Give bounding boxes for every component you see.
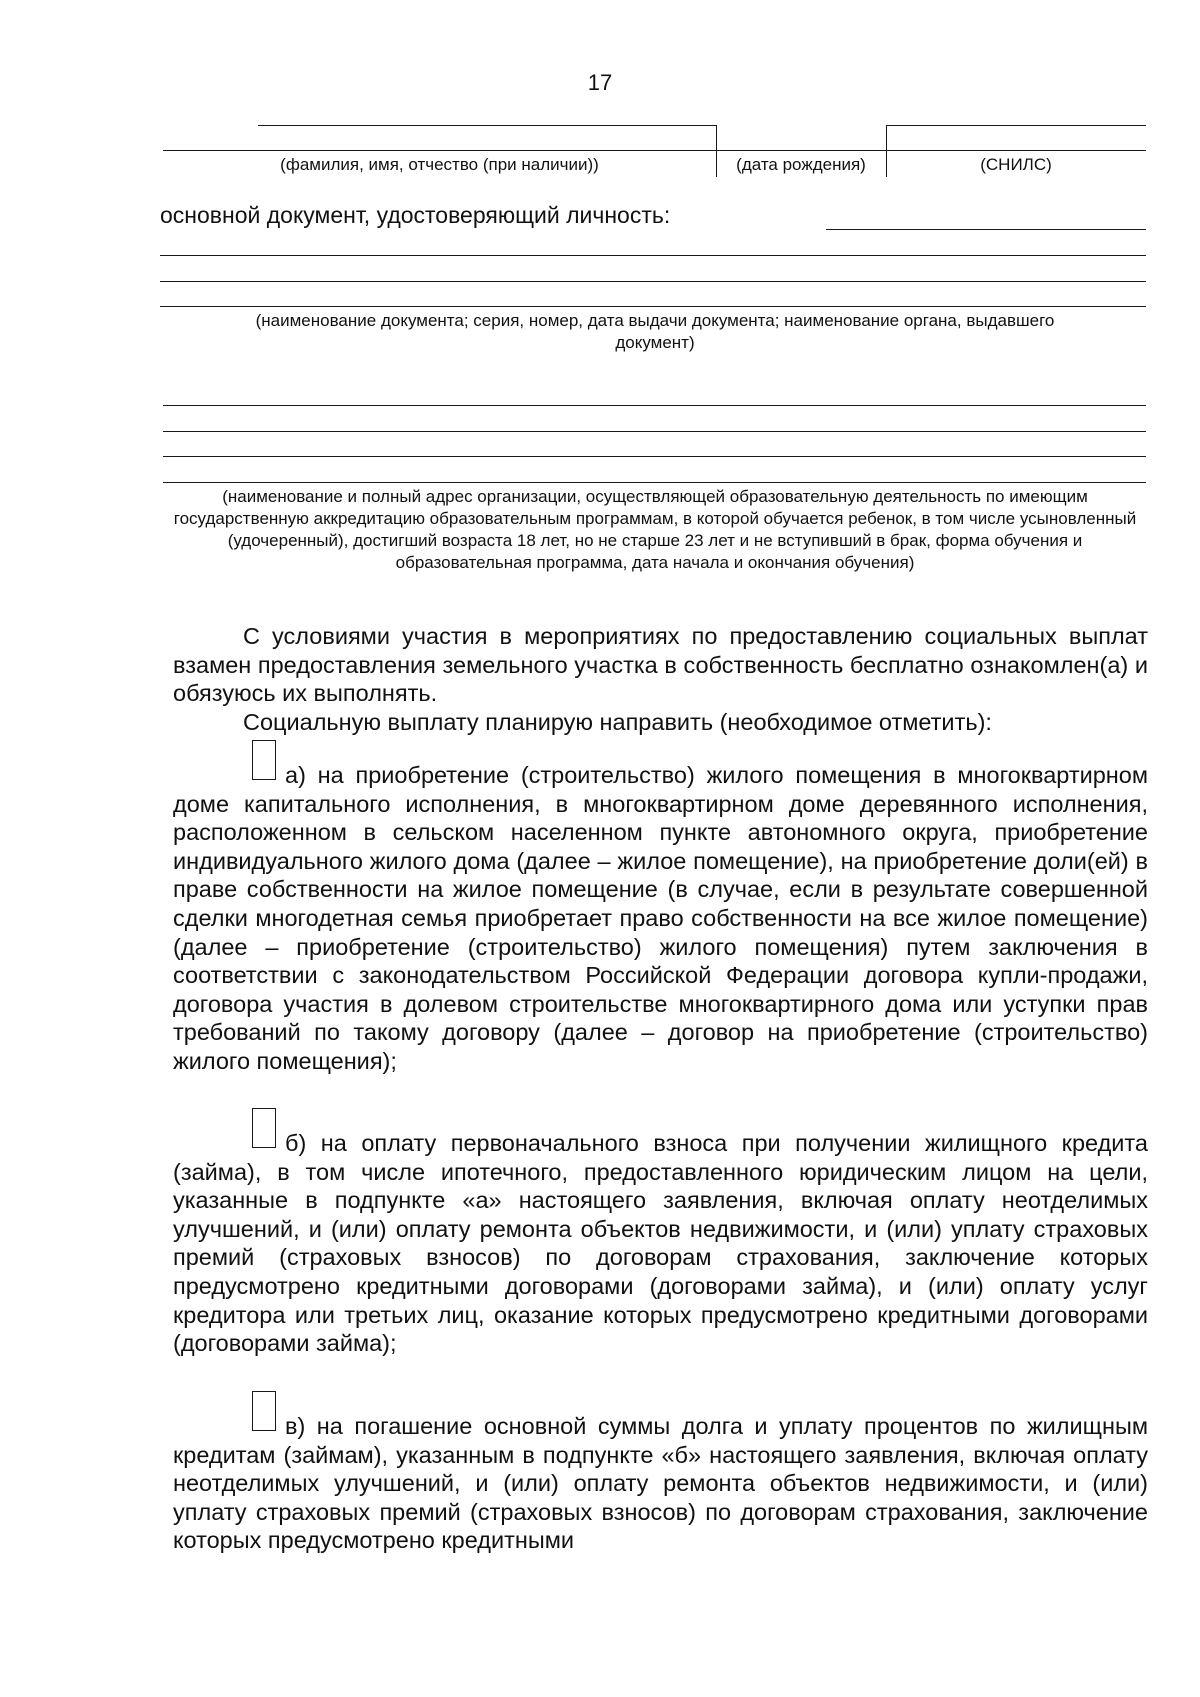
snils-input-line-upper[interactable] <box>886 125 1146 126</box>
option-b-paragraph: б) на оплату первоначального взноса при получении жилищного кредита (займа), в том числе ипотечного, предоставленного юридическим лицом на цели, указанные в подпункте «а» настоящего заявления, включая оплату неотделимых улучшений, и (или) оплату ремонта объектов недвижимости, и (или) уплату страховых премий (страховых взносов) по договорам страхования, заключение которых предусмотрено кредитными договорами (договорами займа), и (или) оплату услуг кредитора или третьих лиц, оказание которых предусмотрено кредитными договорами (договорами займа); <box>173 1130 1148 1357</box>
identity-doc-label: основной документ, удостоверяющий личность: <box>160 202 671 228</box>
identity-doc-caption: (наименование документа; серия, номер, дата выдачи документа; наименование органа, выдавшего документ) <box>255 311 1055 352</box>
fio-input-line[interactable] <box>163 150 716 151</box>
dob-caption: (дата рождения) <box>736 155 866 174</box>
identity-doc-input-line[interactable] <box>160 255 1146 256</box>
fio-caption: (фамилия, имя, отчество (при наличии)) <box>280 155 599 174</box>
fio-input-line-upper[interactable] <box>258 125 716 126</box>
identity-doc-input-line[interactable] <box>160 281 1146 282</box>
identity-doc-input-line[interactable] <box>826 229 1146 230</box>
organization-caption: (наименование и полный адрес организации, осуществляющей образовательную деятельность по имеющим государственную аккредитацию образовательным программам, в которой обучается ребенок, в том числе усыновленный (удочеренный), достигший возраста 18 лет, но не старше 23 лет и не вступивший в брак, форма обучения и образовательная программа, дата начала и окончания обучения) <box>173 487 1137 572</box>
organization-input-line[interactable] <box>163 405 1146 406</box>
organization-input-line[interactable] <box>163 482 1146 483</box>
organization-input-line[interactable] <box>163 456 1146 457</box>
identity-doc-input-line[interactable] <box>160 306 1146 307</box>
option-c-paragraph: в) на погашение основной суммы долга и уплату процентов по жилищным кредитам (займам), указанным в подпункте «б» настоящего заявления, включая оплату неотделимых улучшений, и (или) оплату ремонта объектов недвижимости, и (или) уплату страховых премий (страховых взносов) по договорам страхования, заключение которых предусмотрено кредитными <box>173 1413 1148 1554</box>
page-number: 17 <box>587 70 613 95</box>
agreement-paragraph: С условиями участия в мероприятиях по предоставлению социальных выплат взамен предоставления земельного участка в собственность бесплатно ознакомлен(а) и обязуюсь их выполнять. <box>173 623 1148 707</box>
snils-caption: (СНИЛС) <box>980 155 1052 174</box>
dob-input-line[interactable] <box>716 150 886 151</box>
organization-input-line[interactable] <box>163 431 1146 432</box>
option-a-paragraph: а) на приобретение (строительство) жилого помещения в многоквартирном доме капитального исполнения, в многоквартирном доме деревянного исполнения, расположенном в сельском населенном пункте автономного округа, приобретение индивидуального жилого дома (далее – жилое помещение), на приобретение доли(ей) в праве собственности на жилое помещение (в случае, если в результате совершенной сделки многодетная семья приобретает право собственности на все жилое помещение) (далее – приобретение (строительство) жилого помещения) путем заключения в соответствии с законодательством Российской Федерации договора купли-продажи, договора участия в долевом строительстве многоквартирного дома или уступки прав требований по такому договору (далее – договор на приобретение (строительство) жилого помещения); <box>173 762 1148 1074</box>
intent-paragraph: Социальную выплату планирую направить (необходимое отметить): <box>243 709 992 735</box>
snils-input-line[interactable] <box>886 150 1146 151</box>
